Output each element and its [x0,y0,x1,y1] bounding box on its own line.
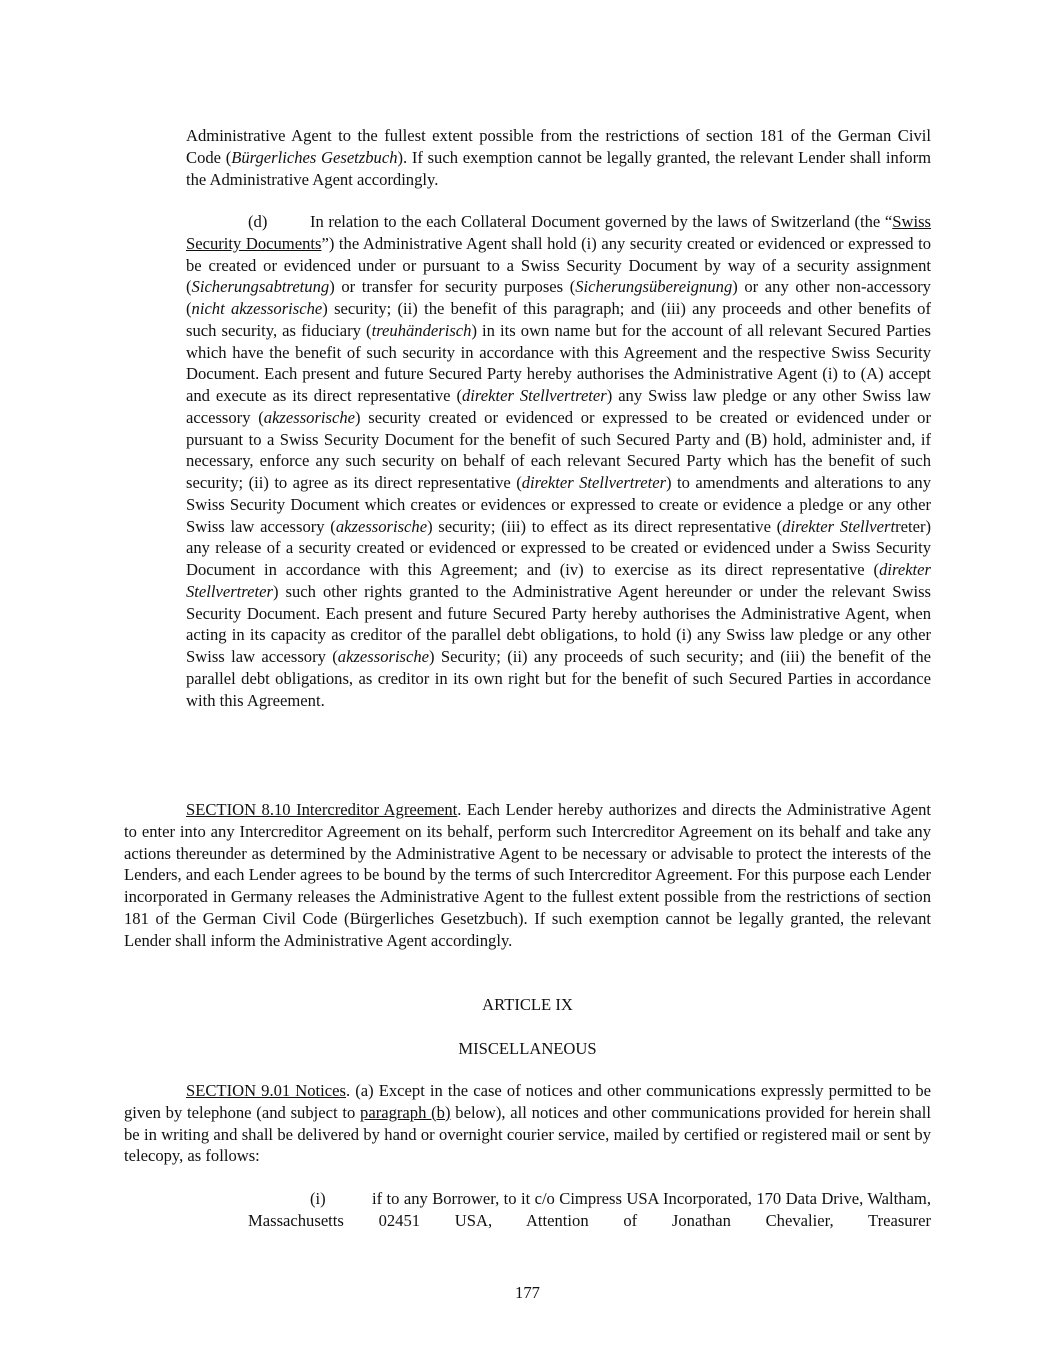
section-9-01-heading: SECTION 9.01 Notices [186,1081,346,1100]
article-title: MISCELLANEOUS [458,1039,597,1058]
swiss-security-documents-term: Swiss Security Documents [186,212,931,253]
notice-item-i: (i) if to any Borrower, to it c/o Cimpress USA Incorporated, 170 Data Drive, Waltham, Massachusetts 02451 USA, Attention of Jonathan Chevalier, Treasurer [248,1189,931,1230]
page-number: 177 [515,1283,540,1302]
paragraph-b-reference: paragraph (b) [360,1102,451,1122]
section-9-01-paragraph: SECTION 9.01 Notices. (a) Except in the case of notices and other communications expressly permitted to be given by telephone (and subject to paragraph (b) below), all notices and other communications provided for herein shall be in writing and shall be delivered by hand or overnight courier service, mailed by certified or registered mail or sent by telecopy, as follows: [124,1081,932,1166]
article-number: ARTICLE IX [482,995,573,1014]
notice-item-i-label: (i) [310,1189,326,1208]
section-8-10-heading: SECTION 8.10 Intercreditor Agreement [186,800,458,819]
section-8-10-paragraph: SECTION 8.10 Intercreditor Agreement. Each Lender hereby authorizes and directs the Administrative Agent to enter into any Intercreditor Agreement on its behalf, perform such Intercreditor Agreement on its behalf and take any actions thereunder as determined by the Administrative Agent to be necessary or advisable to protect the interests of the Lenders, and each Lender agrees to be bound by the terms of such Intercreditor Agreement. For this purpose each Lender incorporated in Germany releases the Administrative Agent to the fullest extent possible from the restrictions of section 181 of the German Civil Code (Bürgerliches Gesetzbuch). If such exemption cannot be legally granted, the relevant Lender shall inform the Administrative Agent accordingly. [124,800,931,950]
paragraph-c-continuation: Administrative Agent to the fullest extent possible from the restrictions of section 181 of the German Civil Code (Bürgerliches Gesetzbuch). If such exemption cannot be legally granted, the relevant Lender shall inform the Administrative Agent accordingly. [186,126,931,189]
paragraph-d-label: (d) [248,212,268,231]
paragraph-d: (d) In relation to the each Collateral Document governed by the laws of Switzerland (the “Swiss Security Documents”) the Administrative Agent shall hold (i) any security created or evidenced or expressed to be created or evidenced under or pursuant to a Swiss Security Document by way of a security assignment (Sicherungsabtretung) or transfer for security purposes (Sicherungsübereignung) or any other non-accessory (nicht akzessorische) security; (ii) the benefit of this paragraph; and (iii) any proceeds and other benefits of such security, as fiduciary (treuhänderisch) in its own name but for the account of all relevant Secured Parties which have the benefit of such security in accordance with this Agreement and the respective Swiss Security Document. Each present and future Secured Party hereby authorises the Administrative Agent (i) to (A) accept and execute as its direct representative (direkter Stellvertreter) any Swiss law pledge or any other Swiss law accessory (akzessorische) security created or evidenced or expressed to be created or evidenced under or pursuant to a Swiss Security Document for the benefit of such Secured Party and (B) hold, administer and, if necessary, enforce any such security on behalf of each relevant Secured Party which has the benefit of such security; (ii) to agree as its direct representative (direkter Stellvertreter) to amendments and alterations to any Swiss Security Document which creates or evidences or expressed to create or evidence a pledge or any other Swiss law accessory (akzessorische) security; (iii) to effect as its direct representative (direkter Stellvertreter) any release of a security created or evidenced or expressed to be created or evidenced under a Swiss Security Document in accordance with this Agreement; and (iv) to exercise as its direct representative (direkter Stellvertreter) such other rights granted to the Administrative Agent hereunder or under the relevant Swiss Security Document. Each present and future Secured Party hereby authorises the Administrative Agent, when acting in its capacity as creditor of the parallel debt obligations, to hold (i) any Swiss law pledge or any other Swiss law accessory (akzessorische) Security; (ii) any proceeds of such security; and (iii) the benefit of the parallel debt obligations, as creditor in its own right but for the benefit of such Secured Parties in accordance with this Agreement. [186,212,932,710]
